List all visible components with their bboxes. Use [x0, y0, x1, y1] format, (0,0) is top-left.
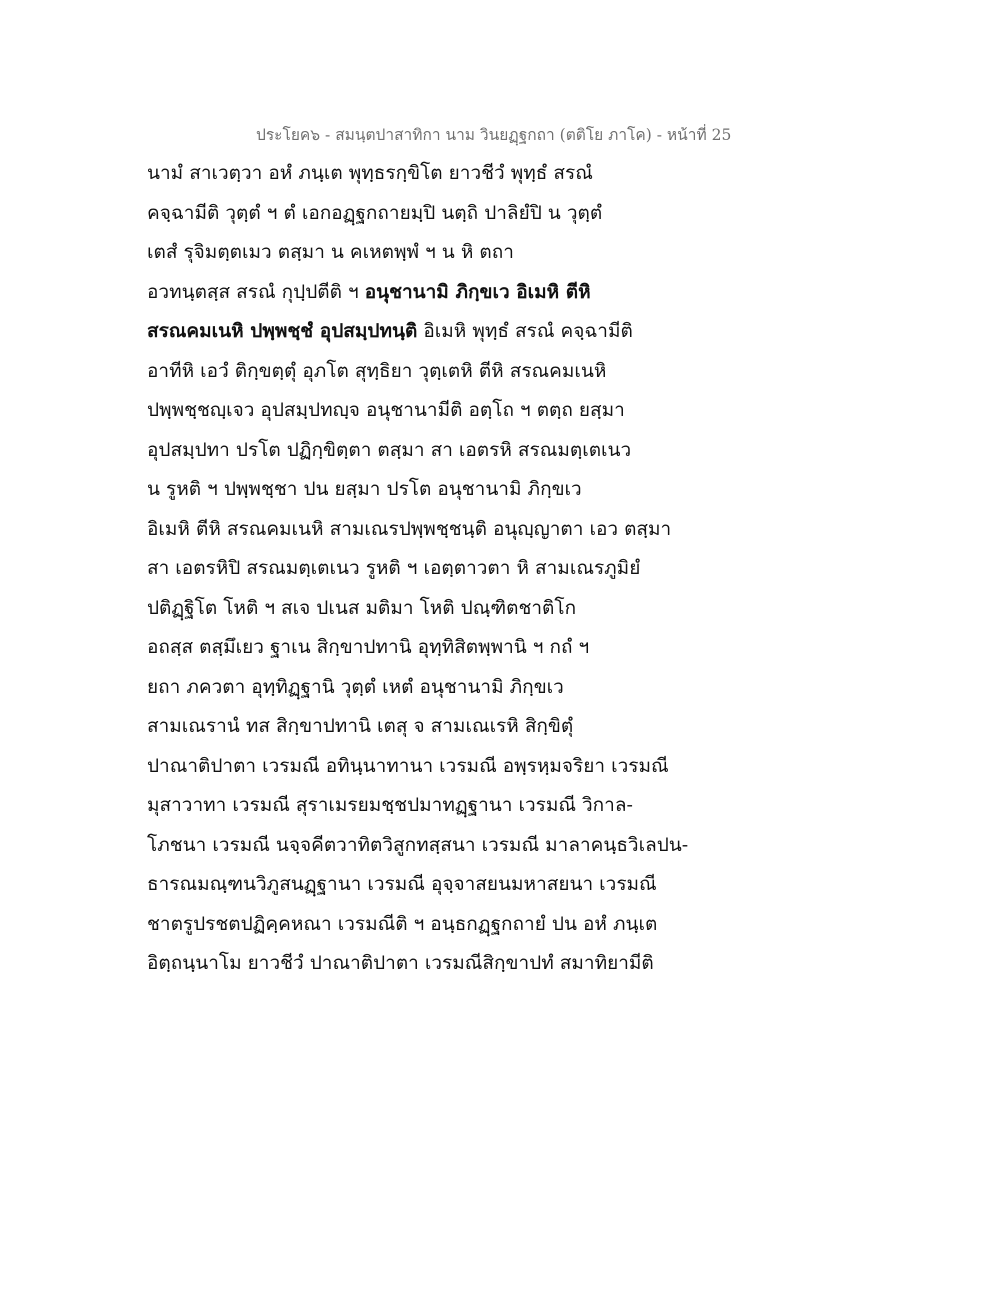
text-segment: อิตฺถนฺนาโม ยาวชีวํ ปาณาติปาตา เวรมณีสิกฺขาปทํ สมาทิยามีติ: [147, 952, 654, 974]
text-line: [147, 944, 747, 984]
text-segment: มุสาวาทา เวรมณี สุราเมรยมชฺชปมาทฏฺฐานา เวรมณี วิกาล-: [147, 794, 633, 816]
text-segment: น รูหติ ฯ ปพฺพชฺชา ปน ยสฺมา ปรโต อนุชานามิ ภิกฺขเว: [147, 478, 582, 500]
text-line: [147, 510, 747, 550]
text-line: [147, 194, 747, 234]
running-header: ประโยค๖ - สมนฺตปาสาทิกา นาม วินยฏฺฐกถา (ตติโย ภาโค) - หน้าที่ 25: [256, 126, 732, 144]
text-segment: สา เอตรหิปิ สรณมตฺเตเนว รูหติ ฯ เอตฺตาวตา หิ สามเณรภูมิยํ: [147, 557, 641, 579]
text-line: [147, 905, 747, 945]
text-line: [147, 273, 747, 313]
text-segment: ยถา ภควตา อุทฺทิฏฺฐานิ วุตฺตํ เหตํ อนุชานามิ ภิกฺขเว: [147, 675, 564, 698]
text-segment: อุปสมฺปทา ปรโต ปฏิกฺขิตฺตา ตสฺมา สา เอตรหิ สรณมตฺเตเนว: [147, 438, 632, 461]
bold-text-segment: อนุชานามิ ภิกฺขเว อิเมหิ ตีหิ: [364, 280, 591, 303]
text-line: [147, 747, 747, 787]
text-segment: อาทีหิ เอวํ ติกฺขตฺตุํ อุภโต สุทฺธิยา วุตฺเตหิ ตีหิ สรณคมเนหิ: [147, 359, 607, 382]
body-text: [147, 154, 747, 984]
text-line: [147, 668, 747, 708]
text-segment: อวทนฺตสฺส สรณํ กุปฺปตีติ ฯ: [147, 280, 365, 303]
text-segment: ชาตรูปรชตปฏิคฺคหณา เวรมณีติ ฯ อนฺธกฏฺฐกถายํ ปน อหํ ภนฺเต: [147, 912, 658, 935]
text-segment: เตสํ รุจิมตฺตเมว ตสฺมา น คเหตพฺพํ ฯ น หิ ตถา: [147, 241, 514, 263]
bold-text-segment: สรณคมเนหิ ปพฺพชฺชํ อุปสมฺปทนฺติ: [147, 320, 418, 342]
text-line: [147, 786, 747, 826]
text-line: [147, 352, 747, 392]
text-line: [147, 391, 747, 431]
text-segment: โภชนา เวรมณี นจฺจคีตวาทิตวิสูกทสฺสนา เวรมณี มาลาคนฺธวิเลปน-: [147, 833, 689, 856]
text-line: [147, 470, 747, 510]
text-segment: อิเมหิ ตีหิ สรณคมเนหิ สามเณรปพฺพชฺชนฺติ อนุญฺญาตา เอว ตสฺมา: [147, 517, 672, 540]
text-line: [147, 154, 747, 194]
text-segment: อิเมหิ พุทฺธํ สรณํ คจฺฉามีติ: [417, 320, 633, 342]
text-segment: คจฺฉามีติ วุตฺตํ ฯ ตํ เอกอฏฺฐกถายมฺปิ นตฺถิ ปาลิยํปิ น วุตฺตํ: [147, 201, 603, 224]
text-line: [147, 826, 747, 866]
text-segment: นามํ สาเวตฺวา อหํ ภนฺเต พุทฺธรกฺขิโต ยาวชีวํ พุทฺธํ สรณํ: [147, 162, 593, 184]
text-segment: ธารณมณฺฑนวิภูสนฏฺฐานา เวรมณี อุจฺจาสยนมหาสยนา เวรมณี: [147, 873, 657, 895]
text-segment: ปติฏฺฐิโต โหติ ฯ สเจ ปเนส มติมา โหติ ปณฺฑิตชาติโก: [147, 596, 577, 619]
text-line: [147, 233, 747, 273]
text-line: [147, 549, 747, 589]
text-segment: สามเณรานํ ทส สิกฺขาปทานิ เตสุ จ สามเณเรหิ สิกฺขิตุํ: [147, 715, 574, 737]
text-line: [147, 707, 747, 747]
text-line: [147, 865, 747, 905]
text-segment: อถสฺส ตสฺมึเยว ฐาเน สิกฺขาปทานิ อุทฺทิสิตพฺพานิ ฯ กถํ ฯ: [147, 636, 590, 658]
text-line: [147, 589, 747, 629]
text-segment: ปาณาติปาตา เวรมณี อทินฺนาทานา เวรมณี อพฺรหฺมจริยา เวรมณี: [147, 754, 669, 777]
text-segment: ปพฺพชฺชญฺเจว อุปสมฺปทญฺจ อนุชานามีติ อตฺโถ ฯ ตตฺถ ยสฺมา: [147, 399, 625, 421]
text-line: [147, 431, 747, 471]
text-line: [147, 312, 747, 352]
text-line: [147, 628, 747, 668]
